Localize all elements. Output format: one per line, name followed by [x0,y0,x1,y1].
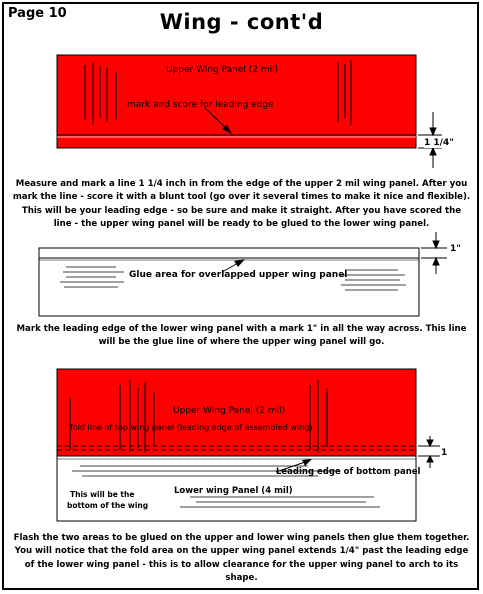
page-number: Page 10 [8,6,67,21]
dimension-label-2: 1" [450,244,461,254]
dimension-marker-2 [421,232,447,274]
bottom-note-line-2: bottom of the wing [67,501,149,510]
instruction-paragraph-1: Measure and mark a line 1 1/4 inch in from the edge of the upper 2 mil wing panel. After you mark the line - score it with a blunt tool (go over it several times to make it nice and flexible). This will be your leading edge - so be sure and make it straight. After you have scored the line - the upper wing panel will be ready to be glued to the lower wing panel. [12,179,471,229]
dimension-marker-3 [418,436,440,468]
upper-panel-label: Upper Wing Panel (2 mil) [166,65,279,75]
lower-panel-label: Lower wing Panel (4 mil) [174,486,293,496]
bottom-note-line-1: This will be the [70,490,135,499]
dimension-label-3: 1 [441,448,448,458]
leading-edge-label: Leading edge of bottom panel [276,467,421,477]
score-callout: mark and score for leading edge [127,100,274,110]
fold-line-label: fold line of top wing panel (leading edge of assembled wing) [70,423,313,432]
page-title: Wing - cont'd [159,10,324,34]
lower-wing-panel-glue [39,248,419,316]
instruction-paragraph-3: Flash the two areas to be glued on the upper and lower wing panels then glue them together. You will notice that the fold area on the upper wing panel extends 1/4" past the leading edge of the lower wing panel - this is to allow clearance for the upper wing panel to arch to its shape. [13,533,470,583]
upper-panel-label-assembled: Upper Wing Panel (2 mil) [173,406,286,416]
dimension-label-1: 1 1/4" [424,138,454,148]
instruction-paragraph-2: Mark the leading edge of the lower wing panel with a mark 1" in all the way across. This line will be the glue line of where the upper wing panel will go. [16,324,467,348]
glue-area-callout: Glue area for overlapped upper wing panel [129,270,348,280]
